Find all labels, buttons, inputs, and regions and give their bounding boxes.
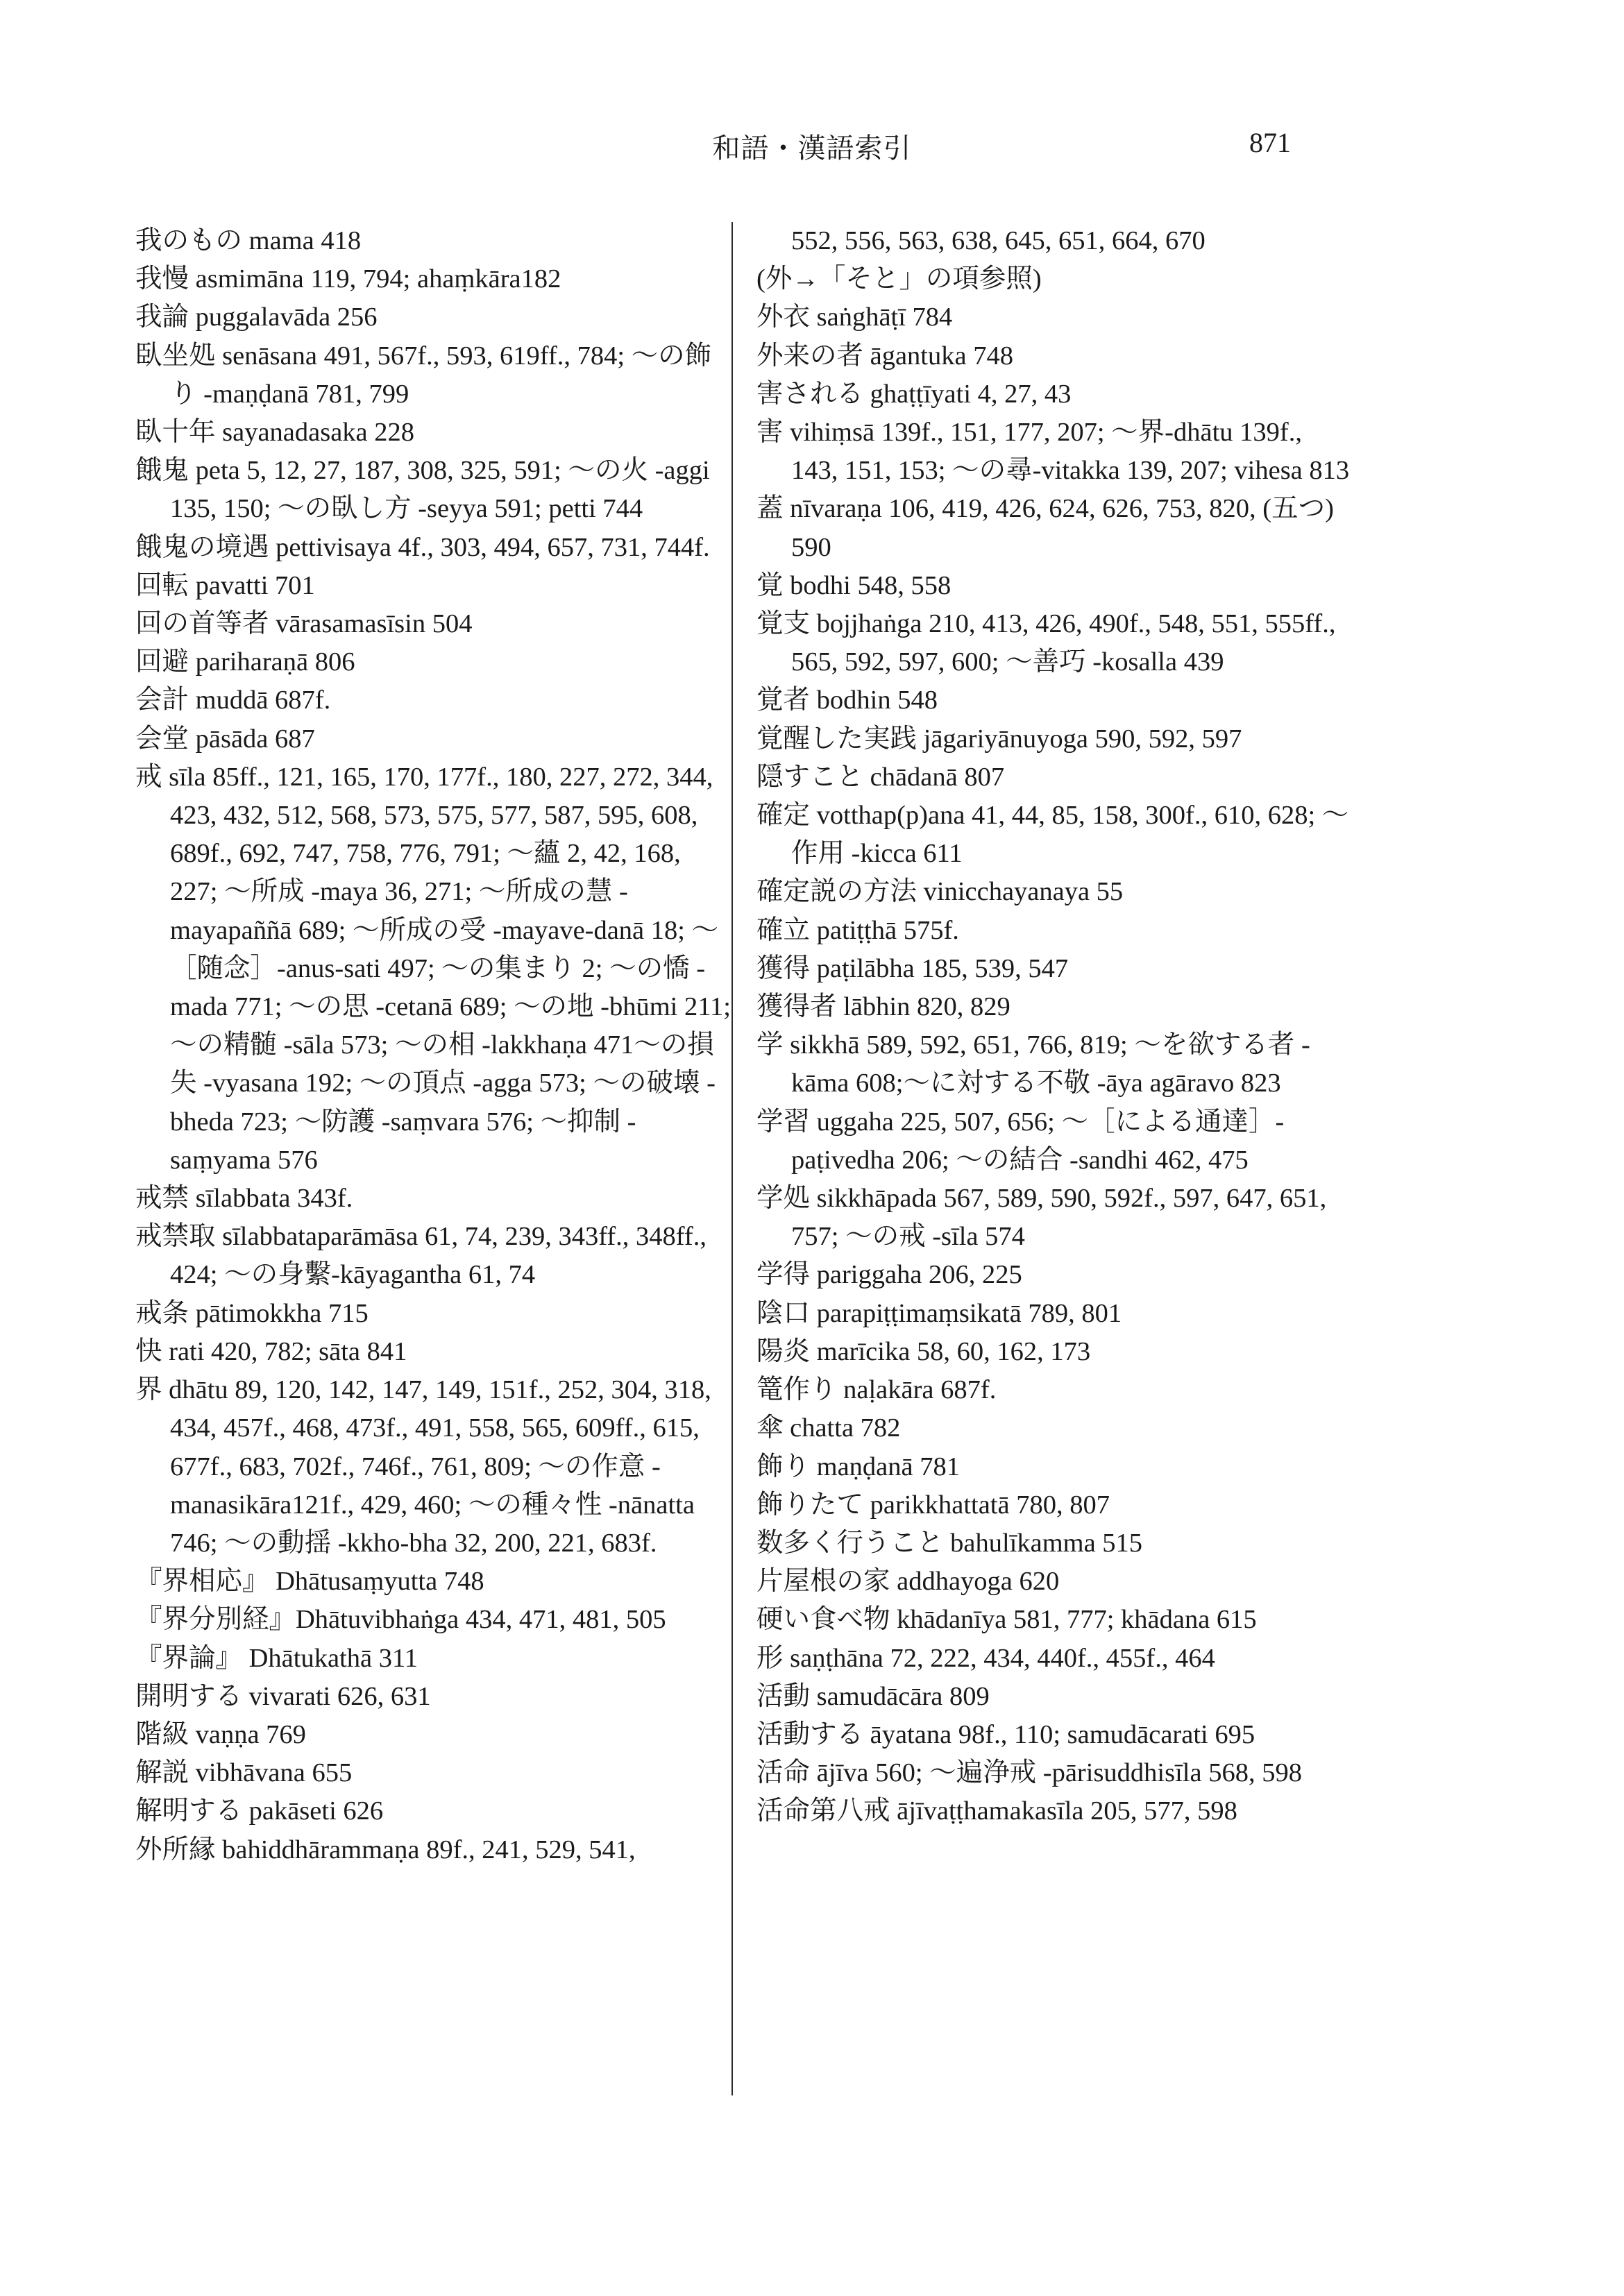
index-entry: 学 sikkhā 589, 592, 651, 766, 819; 〜を欲する者 -kāma 608;〜に対する不敬 -āya agāravo 823 (756, 1030, 1310, 1098)
index-entry: 飾りたて parikkhattatā 780, 807 (756, 1490, 1110, 1520)
index-entry: 硬い食べ物 khādanīya 581, 777; khādana 615 (756, 1605, 1257, 1635)
index-entry: 我のもの mama 418 (135, 226, 362, 255)
index-entry: 外衣 saṅghāṭī 784 (756, 303, 953, 332)
index-entry: 害される ghaṭṭīyati 4, 27, 43 (756, 379, 1072, 409)
index-entry: 陰口 parapiṭṭimaṃsikatā 789, 801 (756, 1298, 1122, 1328)
index-entry: 学習 uggaha 225, 507, 656; 〜［による通達］-paṭivedha 206; 〜の結合 -sandhi 462, 475 (756, 1107, 1285, 1175)
index-entry: 活動する āyatana 98f., 110; samudācarati 695 (756, 1719, 1255, 1749)
index-entry: 活命 ājīva 560; 〜遍浄戒 -pārisuddhisīla 568, 598 (756, 1758, 1302, 1788)
index-entry: 覚者 bodhin 548 (756, 686, 938, 715)
index-entry: 会堂 pāsāda 687 (135, 724, 315, 754)
index-entry: 回避 pariharaṇā 806 (135, 647, 355, 677)
page-number: 871 (1249, 127, 1291, 158)
index-entry: 飾り maṇḍanā 781 (756, 1452, 960, 1481)
index-entry: 我論 puggalavāda 256 (135, 303, 378, 332)
index-entry: 活命第八戒 ājīvaṭṭhamakasīla 205, 577, 598 (756, 1796, 1237, 1826)
index-entry: 解説 vibhāvana 655 (135, 1758, 353, 1788)
index-entry: 階級 vaṇṇa 769 (135, 1719, 306, 1749)
index-entry: 学得 pariggaha 206, 225 (756, 1260, 1022, 1290)
index-entry: 覚醒した実践 jāgariyānuyoga 590, 592, 597 (756, 724, 1242, 754)
index-entry: 『界論』 Dhātukathā 311 (135, 1643, 418, 1673)
index-entry: 『界相応』 Dhātusaṃyutta 748 (135, 1567, 484, 1597)
index-entry: 戒条 pātimokkha 715 (135, 1298, 369, 1328)
index-entry: 餓鬼の境遇 pettivisaya 4f., 303, 494, 657, 731, 744f. (135, 532, 710, 562)
index-entry: 戒 sīla 85ff., 121, 165, 170, 177f., 180, 227, 272, 344, 423, 432, 512, 568, 573, 575, 577, 587, 595, 608, 689f., 692, 747, 758, 776, 791; 〜蘊 2, 42, 168, 227; 〜所成 -maya 36, 271; 〜所成の慧 -mayapaññā 689; 〜所成の受 -mayave-danā 18; 〜［随念］-anus-sati 497; 〜の集まり 2; 〜の憍 -mada 771; 〜の思 -cetanā 689; 〜の地 -bhūmi 211; 〜の精髄 -sāla 573; 〜の相 -lakkhaṇa 471〜の損失 -vyasana 192; 〜の頂点 -agga 573; 〜の破壊 -bheda 723; 〜防護 -saṃvara 576; 〜抑制 -saṃyama 576 (135, 762, 731, 1175)
index-entry: 『界分別経』Dhātuvibhaṅga 434, 471, 481, 505 (135, 1605, 666, 1635)
index-entry: 確立 patiṭṭhā 575f. (756, 915, 959, 945)
index-entry: 獲得者 lābhin 820, 829 (756, 992, 1010, 1022)
index-entry: 獲得 paṭilābha 185, 539, 547 (756, 953, 1069, 983)
index-column-right (756, 222, 1353, 1831)
index-column-left (135, 222, 732, 1869)
index-entry: 回転 pavatti 701 (135, 570, 315, 600)
index-entry: 戒禁取 sīlabbataparāmāsa 61, 74, 239, 343ff., 348ff., 424; 〜の身繫-kāyagantha 61, 74 (135, 1222, 707, 1290)
index-entry: 戒禁 sīlabbata 343f. (135, 1184, 353, 1214)
index-entry: 篭作り naḷakāra 687f. (756, 1375, 997, 1405)
index-entry: 陽炎 marīcika 58, 60, 162, 173 (756, 1336, 1091, 1366)
index-entry: 隠すこと chādanā 807 (756, 762, 1005, 792)
index-entry: 外来の者 āgantuka 748 (756, 341, 1013, 371)
index-entry: 開明する vivarati 626, 631 (135, 1681, 431, 1711)
index-entry: 外所縁 bahiddhārammaṇa 89f., 241, 529, 541, (135, 1835, 636, 1864)
index-entry: 臥坐処 senāsana 491, 567f., 593, 619ff., 784; 〜の飾り -maṇḍanā 781, 799 (135, 341, 712, 409)
index-entry: 会計 muddā 687f. (135, 686, 331, 715)
index-entry: 界 dhātu 89, 120, 142, 147, 149, 151f., 252, 304, 318, 434, 457f., 468, 473f., 491, 558, 565, 609ff., 615, 677f., 683, 702f., 746f., 761, 809; 〜の作意 -manasikāra121f., 429, 460; 〜の種々性 -nānatta 746; 〜の動揺 -kkho-bha 32, 200, 221, 683f. (135, 1375, 711, 1558)
index-entry: 臥十年 sayanadasaka 228 (135, 418, 414, 448)
index-entry: 我慢 asmimāna 119, 794; ahaṃkāra182 (135, 264, 561, 294)
index-entry: 学処 sikkhāpada 567, 589, 590, 592f., 597, 647, 651, 757; 〜の戒 -sīla 574 (756, 1184, 1327, 1252)
running-title: 和語・漢語索引 (712, 133, 912, 164)
column-divider (731, 222, 733, 2095)
index-entry: 覚支 bojjhaṅga 210, 413, 426, 490f., 548, 551, 555ff., 565, 592, 597, 600; 〜善巧 -kosalla 439 (756, 609, 1336, 677)
index-entry: 回の首等者 vārasamasīsin 504 (135, 609, 473, 639)
index-entry: 害 vihiṃsā 139f., 151, 177, 207; 〜界-dhātu 139f., 143, 151, 153; 〜の尋-vitakka 139, 207; vihesa 813 (756, 418, 1350, 486)
index-entry: 餓鬼 peta 5, 12, 27, 187, 308, 325, 591; 〜の火 -aggi 135, 150; 〜の臥し方 -seyya 591; petti 744 (135, 456, 710, 524)
index-entry: 形 saṇṭhāna 72, 222, 434, 440f., 455f., 464 (756, 1643, 1215, 1673)
index-entry: 覚 bodhi 548, 558 (756, 570, 951, 600)
index-entry: 活動 samudācāra 809 (756, 1681, 990, 1711)
index-entry-continuation: 552, 556, 563, 638, 645, 651, 664, 670 (791, 226, 1206, 255)
index-entry: 確定説の方法 vinicchayanaya 55 (756, 877, 1124, 907)
index-entry: (外→「そと」の項参照) (756, 264, 1042, 294)
index-entry: 解明する pakāseti 626 (135, 1796, 384, 1826)
index-entry: 確定 votthap(p)ana 41, 44, 85, 158, 300f., 610, 628; 〜作用 -kicca 611 (756, 801, 1349, 869)
index-entry: 傘 chatta 782 (756, 1413, 901, 1443)
index-entry: 片屋根の家 addhayoga 620 (756, 1567, 1060, 1597)
index-entry: 蓋 nīvaraṇa 106, 419, 426, 624, 626, 753, 820, (五つ) 590 (756, 494, 1334, 562)
index-entry: 快 rati 420, 782; sāta 841 (135, 1336, 407, 1366)
index-entry: 数多く行うこと bahulīkamma 515 (756, 1528, 1143, 1558)
